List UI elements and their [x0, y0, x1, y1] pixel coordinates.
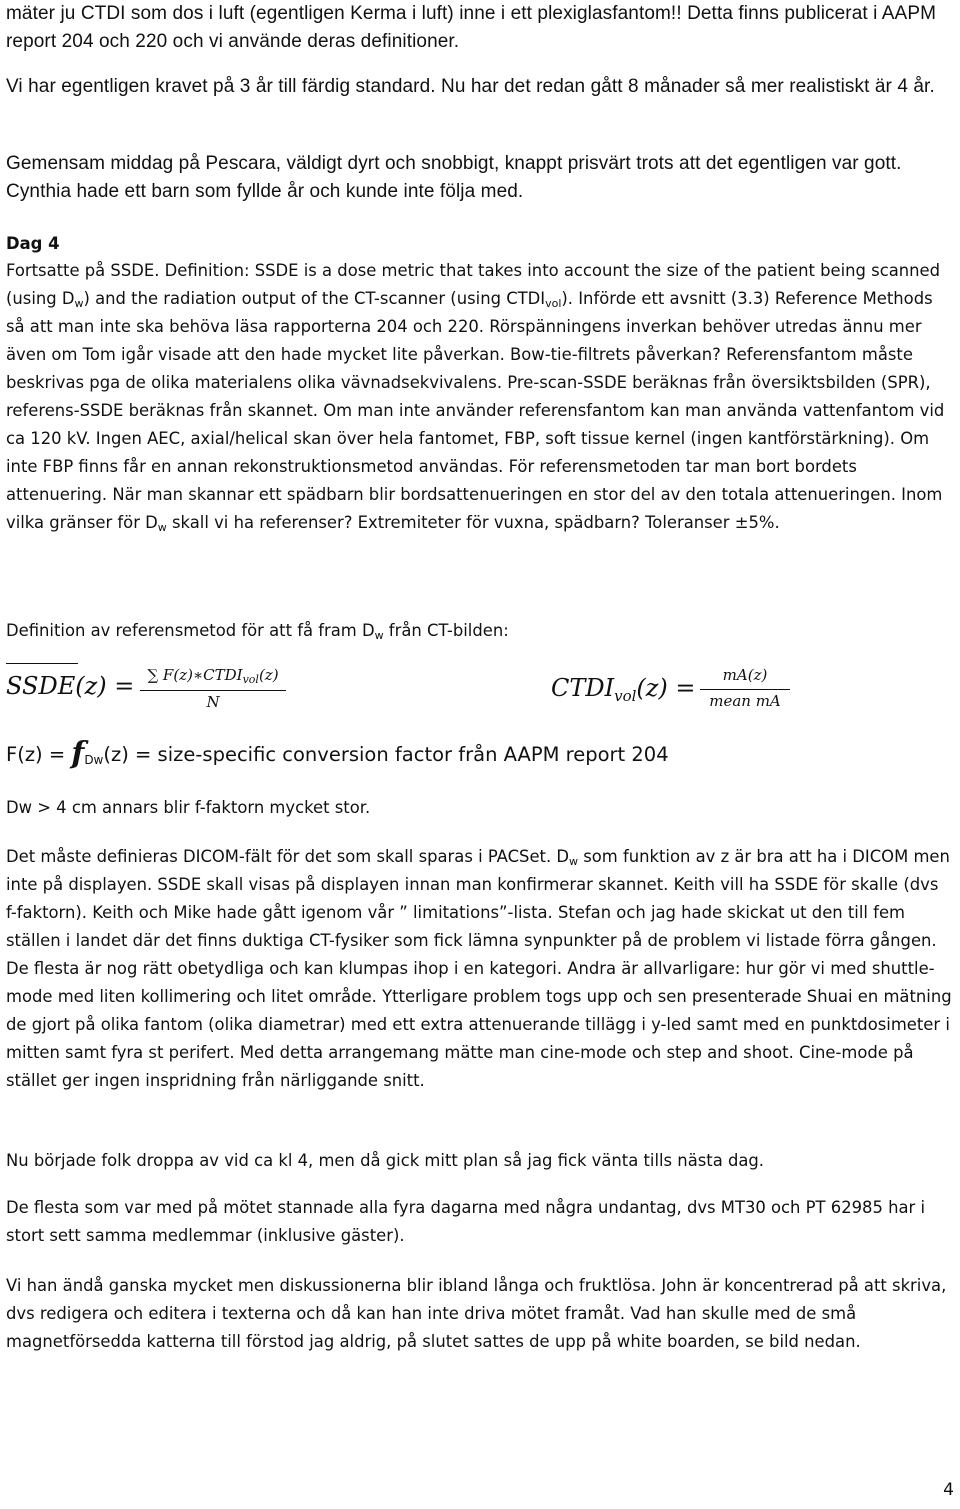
fraction-bar — [140, 690, 286, 691]
paragraph-departure: Nu började folk droppa av vid ca kl 4, men då gick mitt plan så jag fick vänta tills nästa dag. — [6, 1151, 765, 1170]
formula-ctdivol-numerator: mA(z) — [722, 666, 768, 684]
formula-ssde-numerator — [140, 666, 286, 684]
text-segment: (z) = — [636, 674, 696, 702]
subscript: vol — [545, 297, 562, 310]
paragraph-ctdi-measurement: mäter ju CTDI som dos i luft (egentligen Kerma i luft) inne i ett plexiglasfantom!! Detta finns publicerat i AAPM report 204 och 220 och vi använde deras definitioner. — [6, 3, 937, 52]
page-number: 4 — [943, 1480, 954, 1500]
text-segment: Definition av referensmetod för att få fram D — [6, 621, 375, 640]
subscript: w — [74, 297, 84, 310]
paragraph-discussions: Vi han ändå ganska mycket men diskussionerna blir ibland långa och fruktlösa. John är koncentrerad på att skriva, dvs redigera och editera i texterna och då kan han inte driva mötet framåt. Vad han skulle med de små magnetförsedda katterna till förstod jag aldrig, på slutet sattes de upp på white boarden, se bild nedan. — [6, 1276, 947, 1351]
heading-day-4: Dag 4 — [6, 234, 60, 253]
text-segment: ∑ F(z)∗CTDI — [147, 666, 243, 684]
paragraph-attendance: De flesta som var med på mötet stannade alla fyra dagarna med några undantag, dvs MT30 och PT 62985 har i stort sett samma medlemmar (inklusive gäster). — [6, 1198, 926, 1245]
paragraph-dinner: Gemensam middag på Pescara, väldigt dyrt och snobbigt, knappt prisvärt trots att det egentligen var gott. Cynthia hade ett barn som fyllde år och kunde inte följa med. — [6, 153, 902, 202]
subscript: w — [569, 855, 579, 868]
overline — [6, 663, 78, 664]
formula-ssde-lhs: SSDE(z) = — [6, 672, 135, 700]
text-segment: (z) = size-specific conversion factor från AAPM report 204 — [103, 743, 669, 766]
text-segment: Det måste definieras DICOM-fält för det som skall sparas i PACSet. D — [6, 847, 570, 866]
text-segment: F(z) = — [6, 743, 72, 766]
subscript: w — [157, 521, 167, 534]
text-segment: ). Införde ett avsnitt (3.3) Reference Methods så att man inte ska behöva läsa rapporterna 204 och 220. Rörspänningens inverkan behöver utredas ännu mer även om Tom igår visade att den hade mycket lite påverkan. Bow-tie-filtrets påverkan? Referensfantom måste beskrivas pga de olika materialens olika vävnadsekvivalens. Pre-scan-SSDE beräknas från översiktsbilden (SPR), referens-SSDE beräknas från skannet. Om man inte använder referensfantom kan man använda vattenfantom vid ca 120 kV. Ingen AEC, axial/helical skan över hela fantomet, FBP, soft tissue kernel (ingen kantförstärkning). Om inte FBP finns får en annan rekonstruktionsmetod användas. För referensmetoden tar man bort bordets attenuering. När man skannar ett spädbarn blir bordsattenueringen en stor del av den totala attenueringen. Inom vilka gränser för D — [6, 289, 945, 532]
text-segment: CTDI — [551, 674, 615, 702]
paragraph-ssde-definition — [6, 257, 952, 537]
f-symbol: f — [71, 736, 85, 771]
paragraph-reference-method-intro — [6, 617, 952, 645]
formula-ssde-denominator: N — [206, 693, 220, 711]
paragraph-standard-timeline: Vi har egentligen kravet på 3 år till färdig standard. Nu har det redan gått 8 månader så mer realistiskt är 4 år. — [6, 76, 935, 97]
formula-ctdivol-lhs — [551, 674, 696, 705]
text-segment: som funktion av z är bra att ha i DICOM men inte på displayen. SSDE skall visas på displayen innan man konfirmerar skannet. Keith vill ha SSDE för skalle (dvs f-faktorn). Keith och Mike hade gått igenom vår ” limitations”-lista. Stefan och jag hade skickat ut den till fem ställen i landet där det finns duktiga CT-fysiker som fick lämna synpunkter på de problem vi listade förra gången. De flesta är nog rätt obetydliga och kan klumpas ihop i en kategori. Andra är allvarligare: hur gör vi med shuttle-mode med liten kollimering och litet område. Ytterligare problem togs upp och sen presenterade Shuai en mätning de gjort på olika fantom (olika diametrar) med ett extra attenuerande tillägg i y-led samt med en punktdosimeter i mitten samt fyra st perifert. Med detta arrangemang mätte man cine-mode och step and shoot. Cine-mode på stället ger ingen inspridning från närliggande snitt. — [6, 847, 952, 1090]
paragraph-f-definition — [6, 738, 952, 772]
paragraph-dicom — [6, 843, 952, 1095]
text-segment: från CT-bilden: — [383, 621, 509, 640]
text-segment: Fortsatte på SSDE. Definition: SSDE is a dose metric that takes into account the size of the patient being scanned (using D — [6, 261, 941, 308]
text-segment: (z) — [258, 666, 279, 684]
subscript: vol — [614, 687, 637, 705]
subscript: vol — [242, 673, 259, 686]
subscript: Dw — [84, 753, 104, 767]
text-segment: skall vi ha referenser? Extremiteter för vuxna, spädbarn? Toleranser ±5%. — [166, 513, 780, 532]
fraction-bar — [700, 689, 790, 690]
text-segment: ) and the radiation output of the CT-scanner (using CTDI — [83, 289, 546, 308]
subscript: w — [374, 629, 384, 642]
formula-ctdivol-denominator: mean mA — [709, 692, 781, 710]
paragraph-dw-limit: Dw > 4 cm annars blir f-faktorn mycket stor. — [6, 798, 371, 817]
